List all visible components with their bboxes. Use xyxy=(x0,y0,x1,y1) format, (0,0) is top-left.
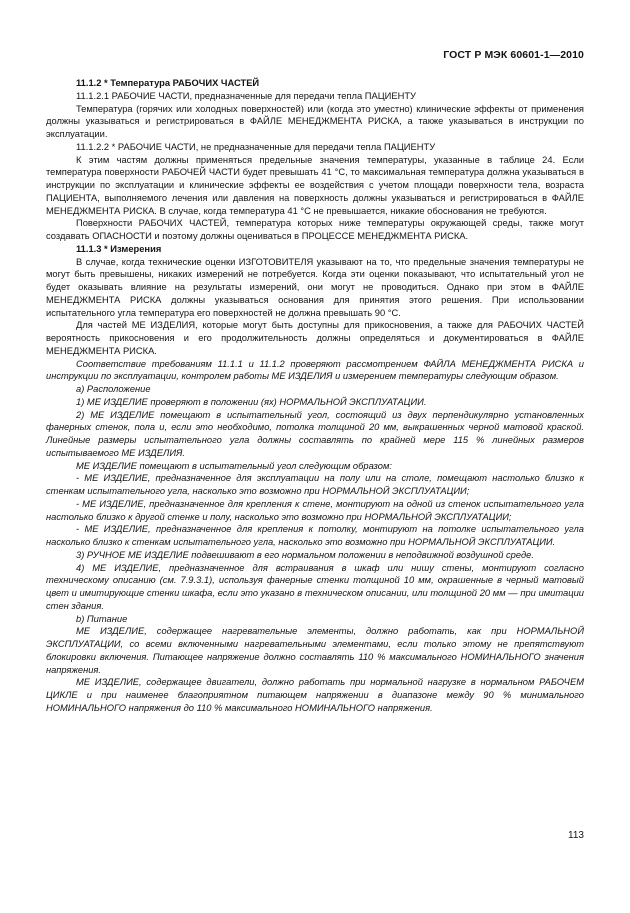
paragraph: Соответствие требованиям 11.1.1 и 11.1.2 проверяют рассмотрением ФАЙЛА МЕНЕДЖМЕНТА РИСКА и инструкции по эксплуатации, контролем работы МЕ ИЗДЕЛИЯ и измерением температуры следующим образом. xyxy=(46,358,584,382)
paragraph: 11.1.2.1 РАБОЧИЕ ЧАСТИ, предназначенные для передачи тепла ПАЦИЕНТУ xyxy=(76,90,416,101)
paragraph: 2) МЕ ИЗДЕЛИЕ помещают в испытательный угол, состоящий из двух перпендикулярно установленных фанерных стенок, пола и, если это необходимо, потолка толщиной 20 мм, выкрашенных черной матовой краской. Линейные размеры испытательного угла должны составлять по крайней мере 115 % линейных размеров испытываемого МЕ ИЗДЕЛИЯ. xyxy=(46,409,584,458)
paragraph: - МЕ ИЗДЕЛИЕ, предназначенное для крепления к стене, монтируют на одной из стенок испытательного угла настолько близко к другой стенке и полу, насколько это возможно при НОРМАЛЬНОЙ ЭКСПЛУАТАЦИИ; xyxy=(46,498,584,522)
paragraph: 11.1.2.2 * РАБОЧИЕ ЧАСТИ, не предназначенные для передачи тепла ПАЦИЕНТУ xyxy=(76,141,436,152)
page-number: 113 xyxy=(568,830,584,841)
paragraph: Температура (горячих или холодных поверхностей) или (когда это уместно) клинические эффекты от применения должны указываться и регистрироваться в ФАЙЛЕ МЕНЕДЖМЕНТА РИСКА, а также указываться в инструкции по эксплуатации. xyxy=(46,103,584,139)
paragraph: - МЕ ИЗДЕЛИЕ, предназначенное для эксплуатации на полу или на столе, помещают настолько близко к стенкам испытательного угла, насколько это возможно при НОРМАЛЬНОЙ ЭКСПЛУАТАЦИИ; xyxy=(46,473,584,496)
section-heading: 11.1.3 * Измерения xyxy=(76,243,162,254)
paragraph: МЕ ИЗДЕЛИЕ, содержащее двигатели, должно работать при нормальной нагрузке в нормальном РАБОЧЕМ ЦИКЛЕ и при наименее благоприятном питающем напряжении в диапазоне между 90 % минимального НОМИНАЛЬНОГО напряжения до 110 % максимального НОМИНАЛЬНОГО напряжения. xyxy=(46,677,584,713)
paragraph: b) Питание xyxy=(76,613,128,624)
paragraph: МЕ ИЗДЕЛИЕ, содержащее нагревательные элементы, должно работать, как при НОРМАЛЬНОЙ ЭКСПЛУАТАЦИИ, со всеми включенными нагревательными элементами, если только этому не препятствуют блокировки включения. Питающее напряжение должно составлять 110 % максимального НОМИНАЛЬНОГО значения напряжения. xyxy=(46,626,584,675)
paragraph: В случае, когда технические оценки ИЗГОТОВИТЕЛЯ указывают на то, что предельные значения температуры не могут быть превышены, никаких измерений не потребуется. Когда эти оценки показывают, что испытательный угол не будет оказывать влияние на результаты измерений, они могут не проводиться. Однако при этом в ФАЙЛЕ МЕНЕДЖМЕНТА РИСКА должны указываться основания для принятия этого решения. При использовании испытательного угла температура его поверхностей не должна превышать 90 °С. xyxy=(46,256,584,318)
paragraph: Для частей МЕ ИЗДЕЛИЯ, которые могут быть доступны для прикосновения, а также для РАБОЧИХ ЧАСТЕЙ вероятность прикосновения и его продолжительность должны определяться и документироваться в ФАЙЛЕ МЕНЕДЖМЕНТА РИСКА. xyxy=(46,320,584,356)
paragraph: 3) РУЧНОЕ МЕ ИЗДЕЛИЕ подвешивают в его нормальном положении в неподвижной воздушной среде. xyxy=(76,549,534,560)
section-heading: 11.1.2 * Температура РАБОЧИХ ЧАСТЕЙ xyxy=(76,78,260,88)
document-body xyxy=(46,77,584,715)
standard-code-header: ГОСТ Р МЭК 60601-1—2010 xyxy=(443,49,584,61)
paragraph: - МЕ ИЗДЕЛИЕ, предназначенное для крепления к потолку, монтируют на потолке испытательного угла насколько близко к стенкам испытательного угла, насколько это возможно при НОРМАЛЬНОЙ ЭКСПЛУАТАЦИИ. xyxy=(46,524,584,547)
paragraph: МЕ ИЗДЕЛИЕ помещают в испытательный угол следующим образом: xyxy=(76,460,392,471)
paragraph: 1) МЕ ИЗДЕЛИЕ проверяют в положении (ях) НОРМАЛЬНОЙ ЭКСПЛУАТАЦИИ. xyxy=(76,396,427,407)
paragraph: К этим частям должны применяться предельные значения температуры, указанные в таблице 24. Если температура поверхности РАБОЧЕЙ ЧАСТИ будет превышать 41 °С, то максимальная температура должна указываться в инструкции по эксплуатации и клинические эффекты ее воздействия с учетом площади поверхности тела, возраста ПАЦИЕНТА, выполняемого лечения или давления на поверхность должны указываться и регистрироваться в ФАЙЛЕ МЕНЕДЖМЕНТА РИСКА. В случае, когда температура 41 °С не превышается, никакие обоснования не требуются. xyxy=(46,154,584,216)
paragraph: а) Расположение xyxy=(76,384,151,394)
paragraph: 4) МЕ ИЗДЕЛИЕ, предназначенное для встраивания в шкаф или нишу стены, монтируют согласно техническому описанию (см. 7.9.3.1), используя фанерные стенки толщиной 10 мм, окрашенные в черный матовый цвет и имитирующие стенки шкафа, если это указано в техническом описании, или толщиной 20 мм — при имитации стен здания. xyxy=(46,562,584,611)
paragraph: Поверхности РАБОЧИХ ЧАСТЕЙ, температура которых ниже температуры окружающей среды, также могут создавать ОПАСНОСТИ и поэтому должны оцениваться в ПРОЦЕССЕ МЕНЕДЖМЕНТА РИСКА. xyxy=(46,218,584,241)
